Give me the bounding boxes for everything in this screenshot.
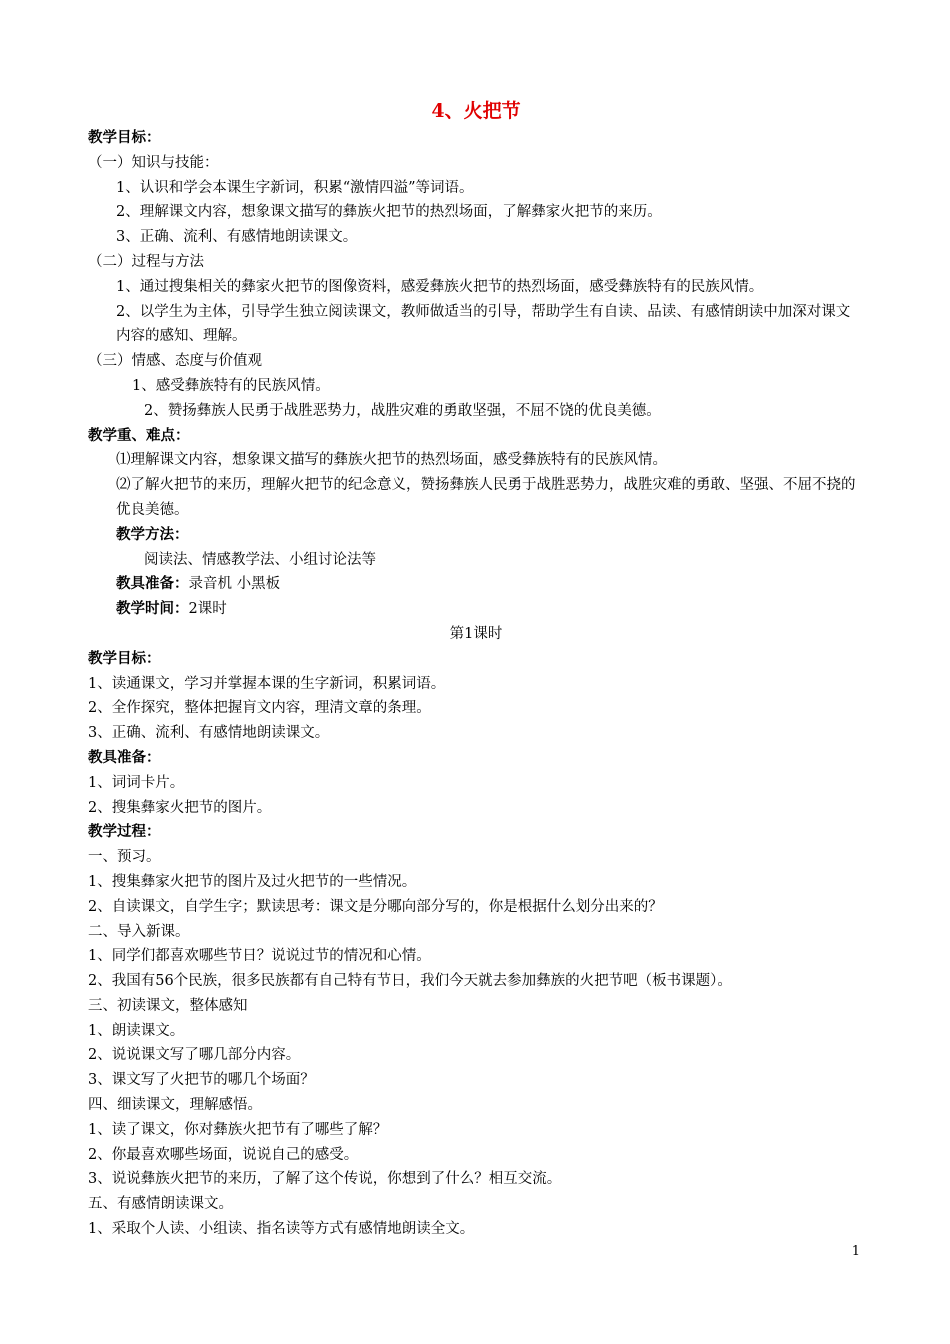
text-line: 2、全作探究，整体把握肓文内容，理清文章的条理。 [88, 700, 431, 717]
text-line: 1、通过搜集相关的彝家火把节的图像资料，感爱彝族火把节的热烈场面，感受彝族特有的民族风情。 [116, 278, 764, 295]
text-line: 三、初读课文，整体感知 [88, 997, 248, 1014]
line-label: 教具准备： [116, 575, 189, 593]
text-line: 1、搜集彝家火把节的图片及过火把节的一些情况。 [88, 873, 417, 890]
text-line: 1、词词卡片。 [88, 774, 185, 791]
text-line: 3、课文写了火把节的哪几个场面？ [88, 1072, 315, 1089]
text-line: 1、同学们都喜欢哪些节日？说说过节的情况和心情。 [88, 948, 431, 965]
text-line: 阅读法、情感教学法、小组讨论法等 [144, 551, 376, 568]
text-line: 1、感受彝族特有的民族风情。 [132, 377, 330, 394]
text-line: 2、我国有56个民族，很多民族都有自己特有节日，我们今天就去参加彝族的火把节吧（板书课题）。 [88, 973, 732, 990]
text-line: 四、细读课文，理解感悟。 [88, 1097, 262, 1114]
text-line: 3、正确、流利、有感情地朗读课文。 [116, 229, 358, 246]
line-label: 教学时间： [116, 600, 189, 618]
text-line [88, 597, 864, 622]
document-body [88, 126, 864, 1242]
text-line [88, 572, 864, 597]
text-line: 2、搜集彝家火把节的图片。 [88, 799, 272, 816]
text-line: 教具准备： [88, 748, 161, 766]
text-line: 2、赞扬彝族人民勇于战胜恶势力，战胜灾难的勇敢坚强，不屈不饶的优良美德。 [144, 402, 661, 419]
text-line: 教学方法： [116, 525, 189, 543]
text-line: 1、认识和学会本课生字新词，积累“激情四溢”等词语。 [116, 179, 474, 196]
text-line: （一）知识与技能： [88, 154, 219, 171]
text-line: 五、有感情朗读课文。 [88, 1196, 233, 1213]
text-line: ⑴理解课文内容，想象课文描写的彝族火把节的热烈场面，感受彝族特有的民族风情。 [116, 452, 667, 469]
text-line: 3、说说彝族火把节的来历，了解了这个传说，你想到了什么？相互交流。 [88, 1171, 562, 1188]
text-line: （二）过程与方法 [88, 253, 204, 270]
page-number: 1 [851, 1244, 860, 1259]
text-line: 教学重、难点： [88, 426, 190, 444]
line-value: 录音机 小黑板 [188, 576, 281, 593]
text-line: 第1课时 [449, 625, 503, 642]
document-page [88, 96, 864, 1242]
text-line: 一、预习。 [88, 849, 161, 866]
text-line: 3、正确、流利、有感情地朗读课文。 [88, 725, 330, 742]
text-line: 2、以学生为主体，引导学生独立阅读课文，教师做适当的引导，帮助学生有自读、品读、有感情朗读中加深对课文内容的感知、理解。 [116, 303, 851, 345]
text-line: 2、理解课文内容，想象课文描写的彝族火把节的热烈场面，了解彝家火把节的来历。 [116, 204, 662, 221]
text-line: 2、自读课文，自学生字；默读思考：课文是分哪向部分写的，你是根据什么划分出来的？ [88, 898, 663, 915]
text-line: 教学过程： [88, 823, 161, 841]
text-line: 2、你最喜欢哪些场面，说说自己的感受。 [88, 1146, 359, 1163]
text-line: （三）情感、态度与价值观 [88, 353, 262, 370]
text-line: 教学目标： [88, 649, 161, 667]
text-line: 1、读通课文，学习并掌握本课的生字新词，积累词语。 [88, 675, 446, 692]
text-line: 二、导入新课。 [88, 923, 190, 940]
text-line: 2、说说课文写了哪几部分内容。 [88, 1047, 301, 1064]
text-line: 教学目标： [88, 129, 161, 146]
text-line: ⑵了解火把节的来历，理解火把节的纪念意义，赞扬彝族人民勇于战胜恶势力，战胜灾难的勇敢、坚强、不屈不挠的优良美德。 [116, 477, 856, 518]
line-value: 2课时 [188, 601, 227, 618]
text-line: 1、读了课文，你对彝族火把节有了哪些了解？ [88, 1121, 388, 1138]
text-line: 1、采取个人读、小组读、指名读等方式有感情地朗读全文。 [88, 1221, 475, 1238]
text-line: 1、朗读课文。 [88, 1022, 185, 1039]
document-title: 4、火把节 [431, 100, 521, 122]
